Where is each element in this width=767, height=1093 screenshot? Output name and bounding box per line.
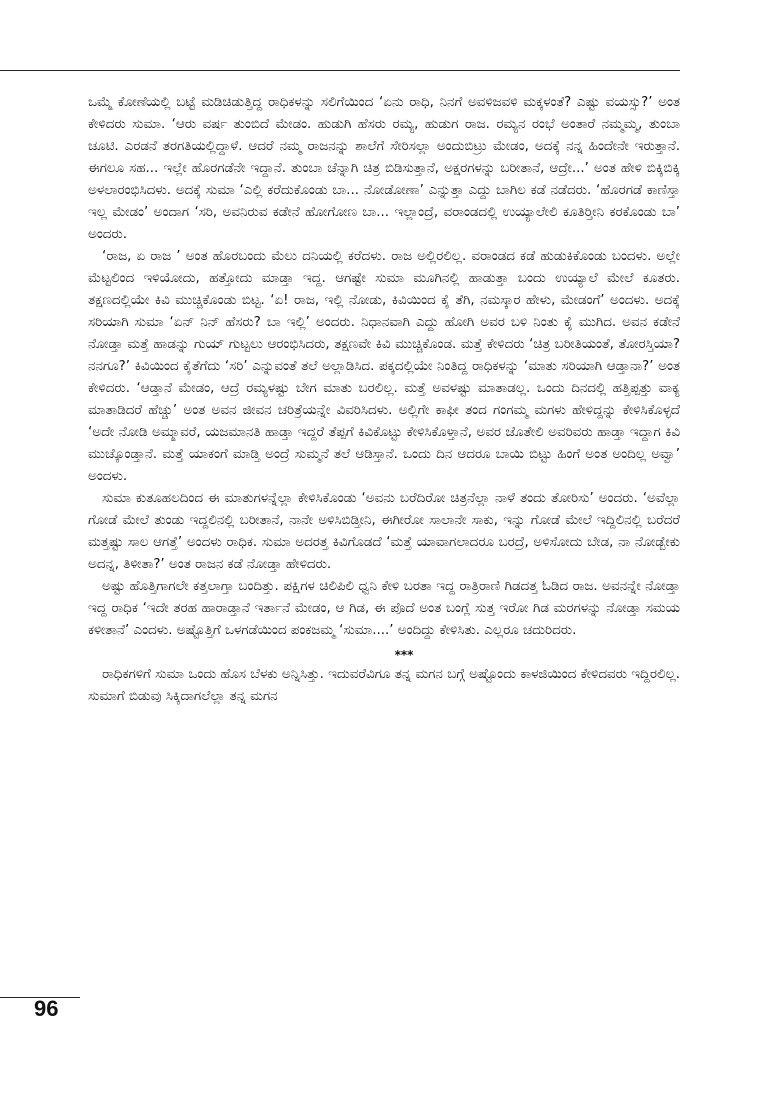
section-separator: *** (394, 648, 414, 662)
paragraph-1: ಒಮ್ಮೆ ಕೋಣೆಯಲ್ಲಿ ಬಟ್ಟೆ ಮಡಿಚಿಡುತ್ತಿದ್ದ ರಾಧಿಕಳನ್ನು ಸಲಿಗೆಯಿಂದ ‘ಏನು ರಾಧಿ, ನಿನಗೆ ಅವಳಿಜವಳಿ ಮಕ್ಕಳಂತೆ? ಎಷ್ಟು ವಯಸ್ಸು?’ ಅಂತ ಕೇಳಿದರು ಸುಮಾ. ‘ಆರು ವರ್ಷ ತುಂಬಿದೆ ಮೇಡಂ. ಹುಡುಗಿ ಹೆಸರು ರಮ್ಯ, ಹುಡುಗ ರಾಜ. ರಮ್ಯನ ರಂಭೆ ಅಂತಾರೆ ನಮ್ಮಮ್ಮ, ತುಂಬಾ ಚೂಟಿ. ಎರಡನೆ ತರಗತಿಯಲ್ಲಿದ್ದಾಳೆ. ಆದರೆ ನಮ್ಮ ರಾಜನನ್ನು ಶಾಲೆಗೆ ಸೇರಿಸಲ್ಲಾ ಅಂದುಬಿಟ್ರು ಮೇಡಂ, ಅದಕ್ಕೆ ನನ್ನ ಹಿಂದೇನೇ ಇರುತ್ತಾನೆ. ಈಗಲೂ ಸಹ... ಇಲ್ಲೇ ಹೊರಗಡೆನೇ ಇದ್ದಾನೆ. ತುಂಬಾ ಚೆನ್ನಾಗಿ ಚಿತ್ರ ಬಿಡಿಸುತ್ತಾನೆ, ಅಕ್ಷರಗಳನ್ನು ಬರೀತಾನೆ, ಆದ್ರೇ...’ ಅಂತ ಹೇಳಿ ಬಿಕ್ಕಿಬಿಕ್ಕಿ ಅಳಲಾರಂಭಿಸಿದಳು. ಅದಕ್ಕೆ ಸುಮಾ ‘ಎಲ್ಲಿ ಕರೆದುಕೊಂಡು ಬಾ... ನೋಡೋಣಾ’ ಎನ್ನುತ್ತಾ ಎದ್ದು ಬಾಗಿಲ ಕಡೆ ನಡೆದರು. ‘ಹೊರಗಡೆ ಕಾಣಿಸ್ತಾ ಇಲ್ಲ ಮೇಡಂ’ ಅಂದಾಗ ‘ಸರಿ, ಅವನಿರುವ ಕಡೇನೆ ಹೋಗೋಣ ಬಾ... ಇಲ್ಲಾಂದ್ರೆ, ವರಾಂಡದಲ್ಲಿ ಉಯ್ಯಾಲೇಲಿ ಕೂತಿರ್‍ತೀನಿ ಕರಕೊಂಡು ಬಾ’ ಅಂದರು. (88, 95, 680, 242)
top-rule (0, 70, 680, 71)
paragraph-3: ಸುಮಾ ಕುತೂಹಲದಿಂದ ಈ ಮಾತುಗಳನ್ನೆಲ್ಲಾ ಕೇಳಿಸಿಕೊಂಡು ‘ಅವನು ಬರೆದಿರೋ ಚಿತ್ರನೆಲ್ಲಾ ನಾಳೆ ತಂದು ತೋರಿಸು’ ಅಂದರು. ‘ಅವೆಲ್ಲಾ ಗೋಡೆ ಮೇಲೆ ತುಂಡು ಇದ್ದಲಿನಲ್ಲಿ ಬರೀತಾನೆ, ನಾನೇ ಅಳಿಸಿಬಿಡ್ತೀನಿ, ಈಗೀರೋ ಸಾಲಾನೇ ಸಾಕು, ಇನ್ನು ಗೋಡೆ ಮೇಲೆ ಇದ್ದಿಲಿನಲ್ಲಿ ಬರೆದರೆ ಮತ್ತಷ್ಟು ಸಾಲ ಆಗತ್ತೆ’ ಅಂದಳು ರಾಧಿಕ. ಸುಮಾ ಅದರತ್ತ ಕಿವಿಗೊಡದೆ ‘ಮತ್ತೆ ಯಾವಾಗಲಾದರೂ ಬರದ್ರೆ, ಅಳಿಸೋದು ಬೇಡ, ನಾ ನೋಡ್ಬೇಕು ಅದನ್ನ, ತಿಳೀತಾ?’ ಅಂತ ರಾಜನ ಕಡೆ ನೋಡ್ತಾ ಹೇಳಿದರು. (88, 491, 680, 572)
paragraph-5: ರಾಧಿಕಗಳಿಗೆ ಸುಮಾ ಒಂದು ಹೊಸ ಬೆಳಕು ಅನ್ನಿಸಿತ್ತು. ಇದುವರೆವಿಗೂ ತನ್ನ ಮಗನ ಬಗ್ಗೆ ಅಷ್ಟೊಂದು ಕಾಳಜಿಯಿಂದ ಕೇಳಿದವರು ಇದ್ದಿರಲಿಲ್ಲ. ಸುಮಾಗೆ ಬಿಡುವು ಸಿಕ್ಕಿದಾಗಲೆಲ್ಲಾ ತನ್ನ ಮಗನ (88, 667, 681, 704)
page-number: 96 (34, 996, 59, 1021)
paragraph-4: ಅಷ್ಟು ಹೊತ್ತಿಗಾಗಲೇ ಕತ್ತಲಾಗ್ತಾ ಬಂದಿತ್ತು. ಪಕ್ಷಿಗಳ ಚಿಲಿಪಿಲಿ ಧ್ವನಿ ಕೇಳಿ ಬರತಾ ಇದ್ದ ರಾತ್ರಿರಾಣಿ ಗಿಡದತ್ತ ಓಡಿದ ರಾಜ. ಅವನನ್ನೇ ನೋಡ್ತಾ ಇದ್ದ ರಾಧಿಕ ‘ಇದೇ ತರಹ ಹಾರಾಡ್ತಾನೆ ಇರ್ತಾನೆ ಮೇಡಂ, ಆ ಗಿಡ, ಈ ಪೊದೆ ಅಂತ ಬಂಗ್ಲೆ ಸುತ್ತ ಇರೋ ಗಿಡ ಮರಗಳನ್ನು ನೋಡ್ತಾ ಸಮಯ ಕಳೀತಾನೆ’ ಎಂದಳು. ಅಷ್ಟೊತ್ತಿಗೆ ಒಳಗಡೆಯಿಂದ ಪಂಕಜಮ್ಮ ‘ಸುಮಾ....’ ಅಂದಿದ್ದು ಕೇಳಿಸಿತು. ಎಲ್ಲರೂ ಚದುರಿದರು. (88, 579, 681, 638)
page-body (88, 92, 680, 708)
paragraph-2: ‘ರಾಜ, ಏ ರಾಜ ’ ಅಂತ ಹೊರಬಂದು ಮೆಲು ದನಿಯಲ್ಲಿ ಕರೆದಳು. ರಾಜ ಅಲ್ಲಿರಲಿಲ್ಲ. ವರಾಂಡದ ಕಡೆ ಹುಡುಕಿಕೊಂಡು ಬಂದಳು. ಅಲ್ಲೇ ಮೆಟ್ಟಲಿಂದ ಇಳಿಯೋದು, ಹತ್ತೋದು ಮಾಡ್ತಾ ಇದ್ದ. ಆಗಷ್ಟೇ ಸುಮಾ ಮೂಗಿನಲ್ಲಿ ಹಾಡುತ್ತಾ ಬಂದು ಉಯ್ಯಾಲೆ ಮೇಲೆ ಕೂತರು. ತಕ್ಷಣದಲ್ಲಿಯೇ ಕಿವಿ ಮುಚ್ಚಿಕೊಂಡು ಬಿಟ್ಟ. ‘ಏ! ರಾಜ, ಇಲ್ಲಿ ನೋಡು, ಕಿವಿಯಿಂದ ಕೈ ತೆಗಿ, ನಮಸ್ಕಾರ ಹೇಳು, ಮೇಡಂಗೆ’ ಅಂದಳು. ಅದಕ್ಕೆ ಸರಿಯಾಗಿ ಸುಮಾ ‘ಏನ್ ನಿನ್ ಹೆಸರು? ಬಾ ಇಲ್ಲಿ’ ಅಂದರು. ನಿಧಾನವಾಗಿ ಎದ್ದು ಹೋಗಿ ಅವರ ಬಳಿ ನಿಂತು ಕೈ ಮುಗಿದ. ಅವನ ಕಡೇನೆ ನೋಡ್ತಾ ಮತ್ತೆ ಹಾಡನ್ನು ಗುಯ್ ಗುಟ್ಟಲು ಆರಂಭಿಸಿದರು, ತಕ್ಷಣವೇ ಕಿವಿ ಮುಚ್ಚಿಕೊಂಡ. ಮತ್ತೆ ಕೇಳಿದರು ‘ಚಿತ್ರ ಬರೀತಿಯಂತೆ, ತೋರಸ್ತಿಯಾ? ನನಗೂ?’ ಕಿವಿಯಿಂದ ಕೈತೆಗೆದು ‘ಸರಿ’ ಎನ್ನುವಂತೆ ತಲೆ ಅಲ್ಲಾಡಿಸಿದ. ಪಕ್ಕದಲ್ಲಿಯೇ ನಿಂತಿದ್ದ ರಾಧಿಕಳನ್ನು ‘ಮಾತು ಸರಿಯಾಗಿ ಆಡ್ತಾನಾ?’ ಅಂತ ಕೇಳಿದರು. ‘ಆಡ್ತಾನೆ ಮೇಡಂ, ಆದ್ರೆ ರಮ್ಯಳಷ್ಟು ಬೇಗ ಮಾತು ಬರಲಿಲ್ಲ. ಮತ್ತೆ ಅವಳಷ್ಟು ಮಾತಾಡಲ್ಲ. ಒಂದು ದಿನದಲ್ಲಿ ಹತ್ತಿಪ್ಪತ್ತು ವಾಕ್ಯ ಮಾತಾಡಿದರೆ ಹೆಚ್ಚು’ ಅಂತ ಅವನ ಜೀವನ ಚರಿತ್ರೆಯನ್ನೇ ವಿವರಿಸಿದಳು. ಅಲ್ಲಿಗೇ ಕಾಫೀ ತಂದ ಗಂಗಮ್ಮ ಮಗಳು ಹೇಳಿದ್ದನ್ನು ಕೇಳಿಸಿಕೊಳ್ಳದೆ ‘ಅದೇ ನೋಡಿ ಅಮ್ಮಾವರೆ, ಯಜಮಾನತಿ ಹಾಡ್ತಾ ಇದ್ದರೆ ತೆಪ್ಪಗೆ ಕಿವಿಕೊಟ್ಟು ಕೇಳಿಸಿಕೊಳ್ತಾನೆ, ಅವರ ಜೊತೇಲಿ ಅವರಿವರು ಹಾಡ್ತಾ ಇದ್ದಾಗ ಕಿವಿ ಮುಚ್ಕೊಂಡ್ತಾನೆ. ಮತ್ತೆ ಯಾಕಂಗೆ ಮಾಡ್ತಿ ಅಂದ್ರೆ ಸುಮ್ಮನೆ ತಲೆ ಆಡಿಸ್ತಾನೆ. ಒಂದು ದಿನ ಆದರೂ ಬಾಯಿ ಬಿಟ್ಟು ಹಿಂಗೆ ಅಂತ ಅಂದಿಲ್ಲ ಅವ್ವಾ’ ಅಂದಳು. (88, 249, 680, 484)
